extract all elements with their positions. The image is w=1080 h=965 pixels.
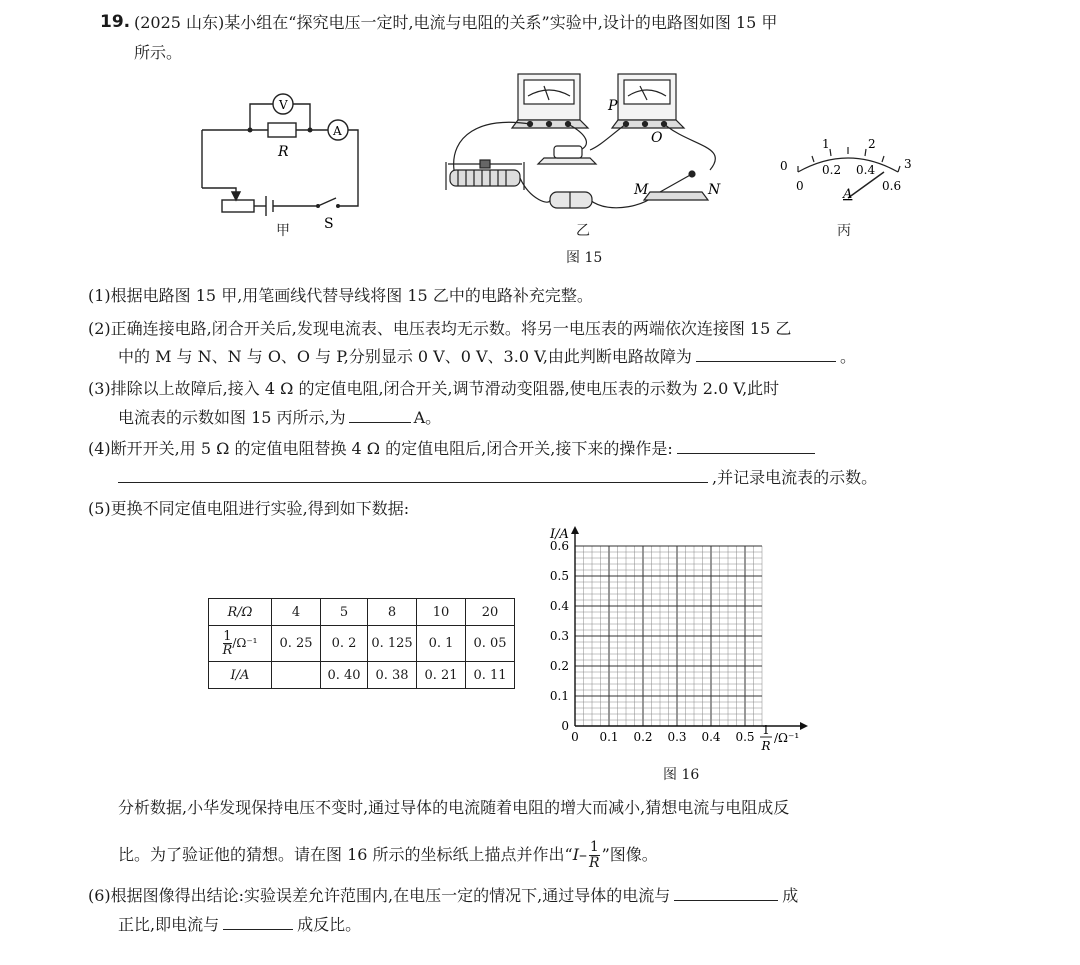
x-tick-label: 0.4 <box>701 730 721 744</box>
y-tick-label: 0.1 <box>549 689 569 703</box>
y-tick-label: 0.2 <box>549 659 569 673</box>
y-tick-label: 0.4 <box>549 599 569 613</box>
y-axis-arrow <box>571 526 579 534</box>
figure15-caption: 图 15 <box>566 250 603 266</box>
figure16-caption: 图 16 <box>663 767 700 783</box>
label-V: V <box>279 98 288 112</box>
label-M: M <box>634 182 649 198</box>
y-tick-label: 0.5 <box>549 569 569 583</box>
question-intro-line2: 所示。 <box>134 43 183 62</box>
x-tick-label: 0.2 <box>633 730 653 744</box>
dial-bottom-0: 0 <box>796 179 804 193</box>
q6-line2a: 正比,即电流与 <box>118 915 220 934</box>
table-cell: 0. 125 <box>368 626 417 662</box>
battery-device <box>550 192 592 208</box>
caption-bing: 丙 <box>837 223 851 239</box>
label-A: A <box>333 124 342 138</box>
q4-answer-blank-2[interactable] <box>118 466 708 483</box>
y-tick-label: 0.3 <box>549 629 569 643</box>
q5-analysis-2a: 比。为了验证他的猜想。请在图 16 所示的坐标纸上描点并作出“ <box>118 845 573 864</box>
x-axis-arrow <box>800 722 808 730</box>
q6-line1a: (6)根据图像得出结论:实验误差允许范围内,在电压一定的情况下,通过导体的电流与 <box>88 886 671 905</box>
resistor-device <box>538 146 596 164</box>
q5-analysis-dash: – <box>579 845 588 864</box>
q4-answer-blank-1[interactable] <box>677 437 815 454</box>
y-tick-label: 0 <box>561 719 569 733</box>
label-R: R <box>278 144 289 160</box>
q5-frac-den: R <box>589 855 600 871</box>
q6-line1b: 成 <box>782 886 799 905</box>
invR-num: 1 <box>223 629 232 644</box>
voltmeter-device <box>512 74 588 128</box>
dial-top-1: 1 <box>822 137 830 151</box>
chart-axes <box>571 526 808 730</box>
q2-line1: (2)正确连接电路,闭合开关后,发现电流表、电压表均无示数。将另一电压表的两端依次连接图 15 乙 <box>88 319 792 338</box>
q5-analysis-I: I <box>572 845 580 864</box>
label-S: S <box>324 216 334 232</box>
q4-line1: (4)断开开关,用 5 Ω 的定值电阻替换 4 Ω 的定值电阻后,闭合开关,接下来的操作是: <box>88 439 673 458</box>
table-cell: 0. 38 <box>368 662 417 689</box>
data-table <box>208 598 515 689</box>
table-cell: 4 <box>272 599 321 626</box>
dial-bottom-06: 0.6 <box>882 179 902 193</box>
invR-den: R <box>222 643 233 658</box>
table-cell: 8 <box>368 599 417 626</box>
circuit-diagram-jia <box>190 88 370 238</box>
q3-end: A。 <box>413 408 442 427</box>
table-cell: 20 <box>466 599 515 626</box>
q6-answer-blank-2[interactable] <box>223 913 293 930</box>
q3-line1: (3)排除以上故障后,接入 4 Ω 的定值电阻,闭合开关,调节滑动变阻器,使电压表的示数为 2.0 V,此时 <box>88 379 780 398</box>
table-header-invR <box>209 626 272 662</box>
dial-bottom-04: 0.4 <box>856 163 876 177</box>
q5-frac-num: 1 <box>589 839 599 855</box>
q2-end: 。 <box>839 347 856 366</box>
apparatus-diagram-yi <box>440 66 740 221</box>
q5-analysis-1: 分析数据,小华发现保持电压不变时,通过导体的电流随着电阻的增大而减小,猜想电流与电阻成反 <box>118 798 790 817</box>
table-cell: 0. 1 <box>417 626 466 662</box>
table-cell: 0. 05 <box>466 626 515 662</box>
graph-paper-chart[interactable] <box>530 524 820 764</box>
table-cell: 0. 2 <box>321 626 368 662</box>
x-tick-label: 0 <box>571 730 579 744</box>
rheostat-device <box>446 160 524 190</box>
ammeter-device <box>612 74 684 128</box>
table-cell <box>272 662 321 689</box>
q1-text: (1)根据电路图 15 甲,用笔画线代替导线将图 15 乙中的电路补充完整。 <box>88 286 593 305</box>
dial-top-0: 0 <box>780 159 788 173</box>
q5-analysis-2b: ”图像。 <box>601 845 658 864</box>
q6-line2b: 成反比。 <box>297 915 362 934</box>
table-cell: 0. 25 <box>272 626 321 662</box>
x-label-den: R <box>761 739 771 753</box>
question-number: 19. <box>100 12 131 32</box>
table-row <box>209 626 515 662</box>
caption-jia: 甲 <box>276 223 290 239</box>
question-intro-line1: (2025 山东)某小组在“探究电压一定时,电流与电阻的关系”实验中,设计的电路图如图 15 甲 <box>134 13 778 32</box>
label-P: P <box>608 98 618 114</box>
chart-grid <box>575 546 762 726</box>
y-axis-label: I/A <box>550 527 569 542</box>
dial-unit: A <box>843 187 853 202</box>
dial-top-3: 3 <box>904 157 912 171</box>
table-cell: 0. 40 <box>321 662 368 689</box>
table-cell: 10 <box>417 599 466 626</box>
invR-unit: /Ω⁻¹ <box>232 636 258 650</box>
q3-line2: 电流表的示数如图 15 丙所示,为 <box>118 408 346 427</box>
table-header-R: R/Ω <box>209 599 272 626</box>
table-cell: 0. 21 <box>417 662 466 689</box>
label-O: O <box>651 130 663 146</box>
q5-line1: (5)更换不同定值电阻进行实验,得到如下数据: <box>88 499 410 518</box>
x-tick-label: 0.5 <box>735 730 755 744</box>
table-row <box>209 662 515 689</box>
x-tick-label: 0.1 <box>599 730 619 744</box>
table-row <box>209 599 515 626</box>
q2-answer-blank[interactable] <box>696 345 836 362</box>
x-label-unit: /Ω⁻¹ <box>774 731 800 745</box>
x-label-num: 1 <box>762 723 770 737</box>
dial-top-2: 2 <box>868 137 876 151</box>
y-tick-label: 0.6 <box>549 539 569 553</box>
table-header-I: I/A <box>209 662 272 689</box>
x-axis-label <box>760 723 799 753</box>
q6-answer-blank-1[interactable] <box>674 884 778 901</box>
x-tick-label: 0.3 <box>667 730 687 744</box>
q3-answer-blank[interactable] <box>349 406 411 423</box>
q2-line2: 中的 M 与 N、N 与 O、O 与 P,分别显示 0 V、0 V、3.0 V,由此判断电路故障为 <box>118 347 692 366</box>
ammeter-dial-bing <box>770 134 920 214</box>
dial-bottom-02: 0.2 <box>822 163 842 177</box>
q4-line2-end: ,并记录电流表的示数。 <box>712 468 878 487</box>
table-cell: 0. 11 <box>466 662 515 689</box>
table-cell: 5 <box>321 599 368 626</box>
switch-device <box>644 171 708 200</box>
caption-yi: 乙 <box>576 223 590 239</box>
label-N: N <box>708 182 721 198</box>
